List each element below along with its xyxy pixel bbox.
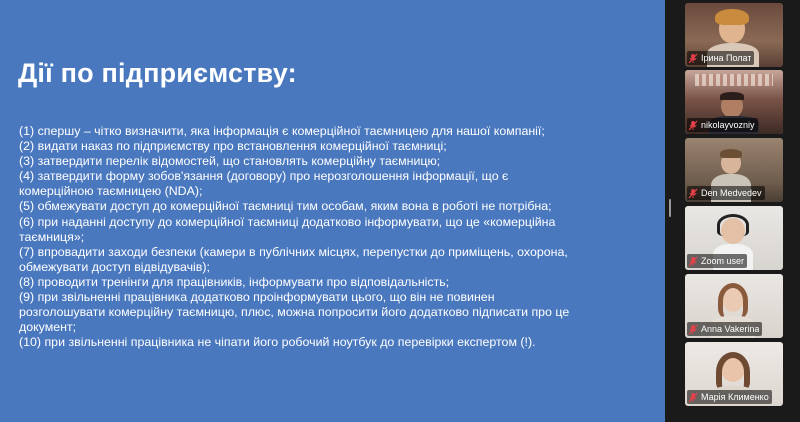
participant-name: Zoom user — [701, 256, 745, 266]
slide-line: (7) впровадити заходи безпеки (камери в публічних місцях, перепустки до приміщень, охорона, — [19, 244, 568, 259]
slide-line: (2) видати наказ по підприємству про встановлення комерційної таємниці; — [19, 139, 447, 154]
gallery-resize-handle[interactable] — [669, 199, 671, 217]
participant-name: Den Medvedev — [701, 188, 762, 198]
slide-line: обмежувати доступ відвідувачів); — [19, 259, 210, 274]
slide-line: (6) при наданні доступу до комерційної таємниці додатково інформувати, що це «комерційна — [19, 214, 556, 229]
slide-line: таємниця»; — [19, 229, 85, 244]
slide-line: (8) проводити тренінги для працівників, інформувати про відповідальність; — [19, 274, 450, 289]
slide-line: комерційною таємницею (NDA); — [19, 184, 203, 199]
participant-hair — [720, 92, 744, 100]
mic-muted-icon — [688, 53, 698, 64]
mic-muted-icon — [688, 188, 698, 199]
participant-name: Anna Vakerina — [701, 324, 760, 334]
mic-muted-icon — [688, 256, 698, 267]
slide-line: (4) затвердити форму зобов'язання (договору) про нерозголошення інформації, що є — [19, 169, 509, 184]
slide-title: Дії по підприємству: — [18, 58, 297, 88]
participant-name: Марія Клименко — [701, 392, 769, 402]
nameplate — [687, 51, 754, 65]
participant-tile[interactable] — [685, 3, 783, 67]
nameplate — [687, 390, 772, 404]
participant-tile[interactable] — [685, 342, 783, 406]
headphones-icon — [717, 214, 749, 236]
participant-tile-active[interactable] — [685, 70, 783, 134]
participant-hair — [720, 149, 742, 158]
slide-line: (10) при звільненні працівника не чіпати його робочий ноутбук до перевірки експертом (!). — [19, 335, 536, 350]
slide-line: документ; — [19, 320, 77, 335]
slide-line: розголошувати комерційну таємницю, плюс, можна попросити його додатково підписати про це — [19, 305, 570, 320]
background-decoration — [695, 74, 773, 86]
participant-name: nikolayvozniy — [701, 120, 755, 130]
participant-name: Ірина Полат — [701, 53, 752, 63]
nameplate — [687, 186, 765, 200]
slide-line: (3) затвердити перелік відомостей, що становлять комерційну таємницю; — [19, 154, 441, 169]
nameplate — [687, 254, 747, 268]
participant-hair — [715, 9, 749, 25]
participant-hair — [718, 283, 748, 319]
participant-gallery — [685, 0, 785, 422]
participant-tile[interactable] — [685, 206, 783, 270]
slide-line: (5) обмежувати доступ до комерційної таємниці тим особам, яким вона в роботі не потрібна; — [19, 199, 552, 214]
mic-muted-icon — [688, 120, 698, 131]
participant-tile[interactable] — [685, 274, 783, 338]
nameplate — [687, 118, 758, 132]
nameplate — [687, 322, 762, 336]
mic-muted-icon — [688, 324, 698, 335]
slide-body — [19, 124, 659, 350]
mic-muted-icon — [688, 392, 698, 403]
slide-line: (1) спершу – чітко визначити, яка інформація є комерційної таємницею для нашої компанії; — [19, 124, 545, 138]
participant-tile[interactable] — [685, 138, 783, 202]
slide-line: (9) при звільненні працівника додатково проінформувати цього, що він не повинен — [19, 290, 495, 305]
